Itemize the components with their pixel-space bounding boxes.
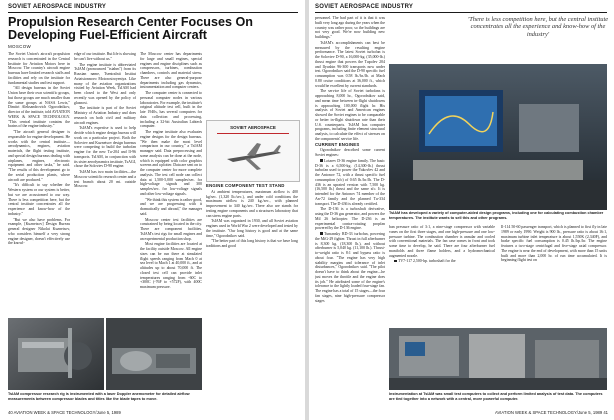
article-column-5 [315, 16, 385, 408]
paragraph [389, 259, 495, 264]
instrumentation-room-photo [389, 328, 607, 390]
photo-caption: TsIAM has developed a variety of computer-aided design programs, including one for calculating combustion chamber temperatures. The institute wants to sell this and other programs. [389, 211, 604, 220]
paragraph: "All design bureaus in the Soviet Union have their own scientific groups, but those groups are much smaller than the same groups at NASA Lewis," Dimitri Aleksandrovich Ogorodnikov, director of the institute, told AVIATION WEEK & SPACE TECHNOLOGY. "This central institute contains the brains of the engine industry." [8, 86, 70, 129]
paragraph: edge of our institute. But life is showing he can't live without us." [74, 52, 136, 61]
article-column-4-top [206, 52, 298, 116]
paragraph [315, 159, 385, 207]
paragraph: The institute is part of the Soviet Ministry of Aviation Industry and does research on both civil and military aircraft engines. [74, 106, 136, 125]
paragraph: The engine institute also evaluates engine designs for the design bureaus. "We then make the most level comparison in our country," a TsIAM manager said. Data preprocessing and some analysis can be done at the node, which is equipped with color graphics screens and a plotter. Data are sent on to the computer center for more complete analysis. The test cell node can collect data at 1,500-5,000 samples/sec. for high-voltage signals and 300 samples/sec. for low-voltage signals and other low-voltage signals. [140, 130, 202, 196]
section-label: SOVIET AEROSPACE INDUSTRY [315, 4, 414, 10]
paragraph: Il-114 50-60 passenger transport, which is planned to first fly in late 1989 or early 1990. Weight is 900 lb., pressure ratio is about 16:1, maximum turbine inlet temperature is about 1,550K (2,340F), and brake specific fuel consumption is 0.45 lb./hp./hr. The engine features a two-stage centrifugal and five-stage axial compressor. The engine is near the end of development, with more than 15 units built and more than 2,000 hr. of run time accumulated. It is beginning flight test on [501, 225, 607, 263]
page-footer: 40 AVIATION WEEK & SPACE TECHNOLOGY/June 5, 1989 [8, 410, 121, 415]
cad-workstation-photo [389, 64, 607, 210]
paragraph: TsIAM has two main facilities—the Moscow scientific research center and a test branch about 20 mi. outside Moscow. [74, 170, 136, 189]
paragraph: "The better part of this long history is that we have long traditions and good [206, 239, 298, 248]
bullet-icon [320, 159, 323, 162]
bullet-icon [320, 232, 323, 235]
paragraph [315, 232, 385, 303]
section-rule [315, 12, 607, 13]
bullet-text: Tumansky RD-33 turbofan, powering the MiG-29 fighter. Thrust in full afterburner is 8,300 kg. (18,300 lb.), and without afterburner is 5,040 kg. (11,100 lb.). Thrust-to-weight ratio is 8:1 and bypass ratio is about four. "The engine has very high stability margins and tolerance of inlet disturbances," Ogorodnikov said. "The pilot doesn't have to think about the engine—he just moves the throttle and the engine does its job." He attributed some of the engine's tolerance to the lightly loaded four-stage fan. The engine has a total of 15 stages—the four fan stages, nine high-pressure compressor stages [315, 232, 385, 303]
article-column-7 [501, 225, 607, 325]
article-headline: Propulsion Research Center Focuses On Developing Fuel-Efficient Aircraft [8, 15, 253, 42]
paragraph: Moscow center test facilities are constrained by being located in the city. There are component facilities. TsIAM's test rigs for small engines and an experimental production shop. [140, 217, 202, 241]
test-cell-photo [106, 318, 202, 390]
paragraph: The Moscow center has departments for large and small engines, special engines and engine disciplines such as compressors, turbines, combustion chambers, controls and material stress. There are also general-purpose departments including gas dynamics, instrumentation and computer centers. [140, 52, 202, 90]
paragraph: TsIAM was organized in 1930, and all Soviet aviation engines used in World War 2 were developed and tested by the institute. "Our long history is good and at the same time," Ogorodnikov said. [206, 219, 298, 238]
dateline: MOSCOW [8, 44, 32, 49]
compressor-rig-photo [8, 318, 104, 390]
paragraph: The engine institute is abbreviated TsIAM (pronounced "tsiahm") from its Russian name, Tsentralnii Institut Aviatsionnovo Motorostroyeniya. Like many of the aviation organizations visited by Aviation Week, TsIAM had been closed to the West and only recently was opened by the policy of glasnost. [74, 62, 136, 105]
subhead: CURRENT ENGINES [315, 141, 360, 147]
article-column-4 [206, 184, 298, 314]
left-page [0, 0, 305, 420]
aircraft-silhouette-icon [207, 121, 299, 181]
paragraph: "The aircraft general designer is responsible for engine development. He works with the central institute—aerodynamics, engines, aviation materials, the flight testing institute, and special design bureaus dealing with airplanes, engines, electronic equipment and other tasks," he said. "The results of this development go to the serial production plants, where aircraft are produced." [8, 130, 70, 182]
paragraph: The Soviet Union's aircraft propulsion research is concentrated in the Central Institute for Aviation Motors here in Moscow. The country's aircraft engine bureaus have limited research staffs and facilities and rely on the institute for fundamental studies and test support. [8, 52, 70, 85]
bullet-text: TV7-117 2,500-hp. turboshaft for the [398, 259, 456, 264]
right-page [309, 0, 614, 420]
article-column-1 [8, 52, 70, 312]
logo-label: SOVIET AEROSPACE [230, 125, 276, 130]
paragraph: TsIAM's expertise is used to help decide which engine design bureau will work on a particular project. Both the Soloviev and Kuznetsov design bureaus were competing to build the turbofan engine for the new Tu-204 and Il-96 transports. TsIAM, in conjunction with its sister aerodynamics institute, TsAGI, chose the Soloviev D-90 engine. [74, 126, 136, 169]
article-column-2 [74, 52, 136, 312]
photo-caption: TsIAM compressor research rig is instrumented with a laser Doppler anemometer for detailed airflow measurements between compressor blades and titles like the blade tapes to move. [8, 392, 190, 401]
paragraph: The D-136 is a turboshaft derivative, using the D-36 gas generator, and powers the Mil 26 helicopter. The D-236 is an experimental contra-rotating propfan powered by the D-136 engine. [315, 207, 385, 231]
paragraph: "But we also have problems. For example, [Kuznetsov] Design Bureau general designer Nikolai Kuznetsov, who considers himself a very strong engine designer, doesn't effectively use the knowl- [8, 217, 70, 246]
article-column-6 [389, 225, 495, 325]
bullet-text: Lotarev D-36 engine family. The basic D-36 is a 6,500-kg. (14,300-lb.) thrust turbofan used to power the Yakovlev 42 and the Antonov 72, with a thrust specific fuel consumption (sfc) of 0.65 lb./hr./lb. The D-436 is an uprated version with 7,500 kg. (16,500 lb.) thrust and the same sfc. It is intended for the Antonov 74 member of the An-72 family and the planned Tu-334 transport. The D-436 is already certified. [315, 158, 385, 206]
paragraph: The computer center is connected to personal computer nodes in various laboratories. For example, the institute's original altitude test cell, built in the late 1940s, has several computers for data collection and processing, including a 32-bit Australian Labtech computer. [140, 91, 202, 129]
soviet-aerospace-logo [206, 120, 300, 182]
paragraph: The service life of Soviet turbofans is approaching 8,000 hr., Ogorodnikov said, and mean time between in-flight shutdowns is approaching 100,000 flight hr. His analysis of Soviet and American engines showed the Soviet engines to be comparable or better in-flight shutdown rate than their U.S. counterparts. TsIAM has computer programs, including finite element structural analysis, to calculate the effect of stresses on the components' service life. [315, 89, 385, 141]
paragraph: At ambient temperatures, maximum airflow is 400 kg/sec. (1,320 lb./sec.), and under cold conditions the maximum airflow is 240 kg./sec., with planned improvement to 340 kg./sec. There also are stands for testing engine components and a structures laboratory that can stress engine parts. [206, 189, 298, 218]
paragraph: Most engine facilities are located at the facility outside Moscow. All engine sizes can be run there at simulated flight speeds ranging from Mach 0 at sea level to Mach 1 at 40,000 ft., and at altitudes up to about 70,000 ft. The closed test cell can provide inlet temperatures ranging from -60C to +300C (-76F to +572F), with 400C maximum pressure. [140, 242, 202, 289]
section-label: SOVIET AEROSPACE INDUSTRY [8, 4, 107, 10]
bullet-icon [394, 260, 397, 263]
paragraph: personnel. The bad part of it is that it was built very long ago during the years when the country was rather poor, so the buildings are not very good. We're now building new buildings." [315, 16, 385, 39]
paragraph: "We think this system is rather good, and we are progressing with it dramatically and abroad," the manager said. [140, 197, 202, 216]
pull-quote: 'There is less competition here, but the central institute concentrates all the experience and know-how of the industry' [467, 16, 609, 38]
paragraph: Ogorodnikov described some current Soviet engines: [315, 148, 385, 157]
paragraph: "It's difficult to say whether the Western system or our system is better, but we are accustomed to our way. There is less competition here, but the central institute concentrates all the experience and know-how of the industry." [8, 183, 70, 216]
paragraph: ban pressure ratio of 3:1, a nine-stage compressor with variable vanes on the first three stages, and one high-pressure and one low-pressure turbine. The combustion chamber is annular and cooled with conventional materials. The fan case comes in front and took some time to develop, he said. There are four afterburner fuel manifolds and three flame holders, and a hydromechanical augmented nozzle. [389, 225, 495, 258]
paragraph: TsIAM's accomplishments can best be measured by the resulting engine performance. The latest Soviet turbofan is the Soloviev D-90, a 16,000-kg. (35,000-lb.) thrust engine that powers the Tupolev 204 and Ilyushin 96-300 transports now under test. Ogorodnikov said the D-90 specific fuel consumption was 0.58 lb./hr./lb. at Mach 0.80 cruise conditions at 36,000 ft., which would be excellent by current standards. [315, 40, 385, 88]
page-footer: AVIATION WEEK & SPACE TECHNOLOGY/June 5, 1989 41 [494, 410, 608, 415]
subhead: ENGINE COMPONENT TEST STAND [206, 184, 285, 188]
section-rule [8, 12, 298, 13]
photo-caption: Instrumentation at TsIAM was small test computers to collect and perform limited analysis of test data. The computers are tied together into a network with a central, more powerful computer. [389, 392, 603, 401]
